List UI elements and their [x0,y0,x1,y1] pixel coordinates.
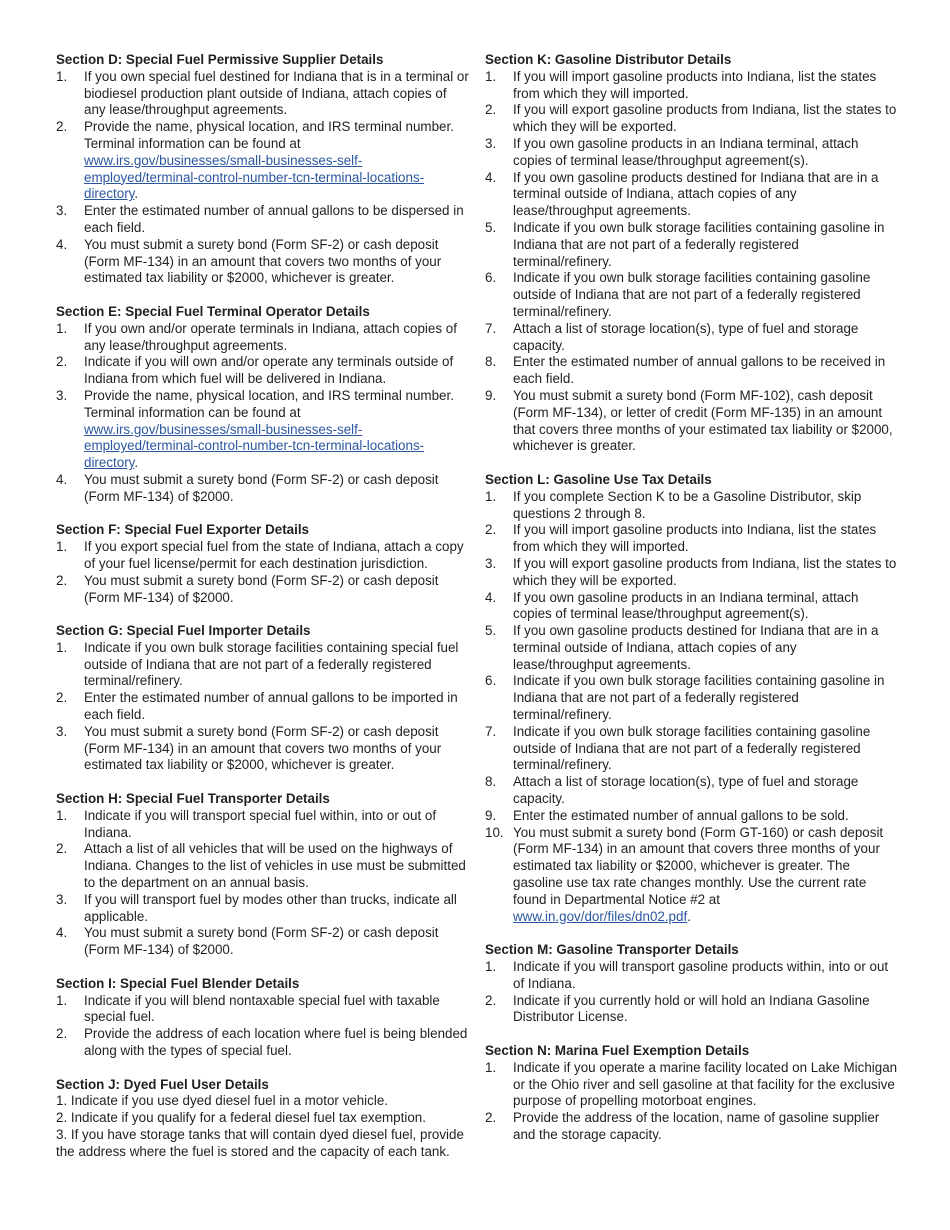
item-text: Indicate if you own bulk storage facilities containing special fuel outside of Indiana that are not part of a federally registered terminal/refinery. [84,639,459,689]
item-number: 1. [485,959,497,975]
list-item [485,388,899,455]
item-text: You must submit a surety bond (Form SF-2) or cash deposit (Form MF-134) of $2000. [84,572,439,605]
item-text: If you complete Section K to be a Gasoline Distributor, skip questions 2 through 8. [513,488,862,521]
item-text: . [687,908,691,924]
section-heading: Section J: Dyed Fuel User Details [56,1076,269,1092]
section-d [56,52,470,287]
list-item [485,808,899,825]
left-column [56,52,470,1177]
item-text: Enter the estimated number of annual gallons to be dispersed in each field. [84,203,464,235]
section-heading: Section F: Special Fuel Exporter Details [56,522,310,538]
list-item [485,354,899,388]
item-text: If you own gasoline products in an Indiana terminal, attach copies of terminal lease/throughput agreement(s). [513,135,859,168]
numbered-list [485,959,899,1026]
item-text: If you own and/or operate terminals in Indiana, attach copies of any lease/throughput agreements. [84,320,457,353]
item-text: If you own gasoline products destined for Indiana that are in a terminal outside of Indiana, attach copies of any lease/throughput agreements. [513,169,879,219]
list-item [485,1110,899,1144]
list-item [56,690,470,724]
numbered-list [485,1060,899,1144]
item-number: 7. [485,320,497,336]
section-g [56,623,470,774]
item-text: Attach a list of all vehicles that will be used on the highways of Indiana. Changes to the list of vehicles in use must be submitted to the department on an annual basis. [84,841,466,891]
plain-list-item: 1. Indicate if you use dyed diesel fuel in a motor vehicle. [56,1093,388,1109]
list-item [56,1026,470,1060]
item-text: . [134,455,139,471]
list-item [485,69,899,103]
right-column [485,52,899,1161]
list-item [56,808,470,842]
item-number: 1. [485,1059,497,1075]
item-number: 3. [56,203,68,219]
section-k [485,52,899,455]
numbered-list [485,69,899,455]
item-number: 2. [56,841,68,857]
plain-list [56,1093,470,1160]
item-text: Indicate if you will transport special fuel within, into or out of Indiana. [84,807,437,840]
item-number: 1. [56,68,68,84]
item-number: 2. [485,102,497,118]
item-number: 1. [56,807,68,823]
list-item [56,993,470,1027]
list-item [56,237,470,287]
item-text: Indicate if you own bulk storage facilities containing gasoline outside of Indiana that are not part of a federally registered terminal/refinery. [513,270,871,319]
list-item [56,321,470,355]
item-text: Indicate if you own bulk storage facilities containing gasoline in Indiana that are not part of a federally registered terminal/refinery. [513,673,885,723]
list-item [56,69,470,119]
item-text: Enter the estimated number of annual gallons to be imported in each field. [84,690,458,723]
item-text: Indicate if you will blend nontaxable special fuel with taxable special fuel. [84,992,440,1025]
item-text: Indicate if you operate a marine facility located on Lake Michigan or the Ohio river and sell gasoline at that facility for the exclusive purpose of propelling motorboat engines. [513,1059,898,1109]
url-link[interactable]: www.irs.gov/businesses/small-businesses-self-employed/terminal-control-number-tcn-terminal-locations-directory [84,152,425,202]
list-item [56,841,470,891]
item-text: Indicate if you currently hold or will hold an Indiana Gasoline Distributor License. [513,992,870,1025]
section-heading: Section L: Gasoline Use Tax Details [485,471,712,487]
list-item [485,673,899,723]
item-number: 1. [56,639,68,655]
list-item [56,354,470,388]
list-item [485,522,899,556]
list-item [56,892,470,926]
list-item [56,925,470,959]
list-item [485,993,899,1027]
section-heading: Section G: Special Fuel Importer Details [56,623,311,639]
plain-list-item: 2. Indicate if you qualify for a federal diesel fuel tax exemption. [56,1110,426,1126]
section-heading: Section D: Special Fuel Permissive Supplier Details [56,52,384,67]
section-l [485,472,899,926]
url-link[interactable]: www.irs.gov/businesses/small-businesses-self-employed/terminal-control-number-tcn-terminal-locations-directory [84,421,425,471]
item-number: 2. [56,690,68,706]
numbered-list [485,489,899,926]
item-number: 4. [56,236,68,252]
item-text: If you own gasoline products destined for Indiana that are in a terminal outside of Indiana, attach copies of any lease/throughput agreements. [513,623,879,672]
item-number: 2. [485,1110,497,1126]
section-h [56,791,470,959]
list-item [485,321,899,355]
numbered-list [56,640,470,774]
numbered-list [56,321,470,506]
list-item [485,270,899,320]
item-text: If you own gasoline products in an Indiana terminal, attach copies of terminal lease/throughput agreement(s). [513,589,859,622]
item-text: Indicate if you will transport gasoline products within, into or out of Indiana. [513,959,889,991]
item-number: 1. [56,992,68,1008]
item-number: 7. [485,723,497,739]
item-number: 3. [56,891,68,907]
section-heading: Section K: Gasoline Distributor Details [485,52,732,67]
list-item [485,489,899,523]
list-item [485,959,899,993]
item-number: 8. [485,354,497,370]
list-item [485,102,899,136]
item-number: 6. [485,270,497,286]
item-text: You must submit a surety bond (Form GT-160) or cash deposit (Form MF-134) in an amount that covers three months of your estimated tax liability or $2000, whichever is greater. The gasoline use tax rate changes monthly. Use the current rate found in Departmental Notice #2 at [513,824,884,907]
item-text: Provide the address of each location where fuel is being blended along with the types of special fuel. [84,1026,468,1059]
item-text: You must submit a surety bond (Form SF-2) or cash deposit (Form MF-134) of $2000. [84,471,439,504]
item-number: 1. [485,68,497,84]
section-i [56,976,470,1060]
item-number: 2. [485,992,497,1008]
list-item [485,556,899,590]
list-item [56,724,470,774]
item-text: You must submit a surety bond (Form SF-2) or cash deposit (Form MF-134) of $2000. [84,925,439,958]
item-text: If you will import gasoline products into Indiana, list the states from which they will imported. [513,68,877,101]
list-item [485,825,899,926]
item-number: 3. [56,723,68,739]
numbered-list [56,69,470,287]
item-number: 9. [485,387,497,403]
item-text: Enter the estimated number of annual gallons to be received in each field. [513,354,886,387]
item-text: If you will import gasoline products into Indiana, list the states from which they will imported. [513,522,877,555]
item-text: Attach a list of storage location(s), type of fuel and storage capacity. [513,320,859,353]
section-heading: Section M: Gasoline Transporter Details [485,942,739,958]
list-item [56,539,470,573]
item-text: You must submit a surety bond (Form SF-2) or cash deposit (Form MF-134) in an amount that covers two months of your estimated tax liability or $2000, whichever is greater. [84,236,442,286]
item-text: Indicate if you own bulk storage facilities containing gasoline in Indiana that are not part of a federally registered terminal/refinery. [513,219,885,269]
list-item [485,1060,899,1110]
item-number: 2. [56,1026,68,1042]
numbered-list [56,993,470,1060]
list-item [485,170,899,220]
item-number: 2. [56,119,68,135]
item-text: If you own special fuel destined for Indiana that is in a terminal or biodiesel production plant outside of Indiana, attach copies of any lease/throughput agreements. [84,68,469,118]
list-item [56,640,470,690]
item-text: If you export special fuel from the state of Indiana, attach a copy of your fuel license/permit for each destination jurisdiction. [84,539,464,571]
item-number: 4. [56,471,68,487]
numbered-list [56,539,470,606]
item-number: 1. [485,488,497,504]
item-number: 9. [485,807,497,823]
item-text: If you will export gasoline products from Indiana, list the states to which they will be exported. [513,102,897,135]
list-item [485,590,899,624]
list-item [56,573,470,607]
list-item [485,220,899,270]
item-number: 4. [485,169,497,185]
item-text: Indicate if you will own and/or operate any terminals outside of Indiana from which fuel will be delivered in Indiana. [84,354,454,387]
item-number: 5. [485,219,497,235]
item-text: Attach a list of storage location(s), type of fuel and storage capacity. [513,774,859,807]
list-item [485,774,899,808]
item-text: Provide the name, physical location, and IRS terminal number. Terminal information can be found at [84,119,454,151]
item-text: If you will transport fuel by modes other than trucks, indicate all applicable. [84,891,457,924]
url-link[interactable]: www.in.gov/dor/files/dn02.pdf [513,908,688,924]
item-text: You must submit a surety bond (Form MF-102), cash deposit (Form MF-134), or letter of credit (Form MF-135) in an amount that covers three months of your estimated tax liability or $2000, whichever is greater. [513,387,893,454]
item-number: 4. [56,925,68,941]
section-heading: Section H: Special Fuel Transporter Details [56,791,330,807]
section-j [56,1077,470,1161]
list-item [56,472,470,506]
section-heading: Section E: Special Fuel Terminal Operator Details [56,303,370,319]
section-heading: Section N: Marina Fuel Exemption Details [485,1043,750,1059]
list-item [56,119,470,203]
list-item [485,623,899,673]
section-heading: Section I: Special Fuel Blender Details [56,975,300,991]
item-text: . [134,186,139,202]
item-text: Enter the estimated number of annual gallons to be sold. [513,807,849,823]
item-number: 1. [56,320,68,336]
item-text: Provide the name, physical location, and IRS terminal number. Terminal information can be found at [84,387,454,420]
item-number: 10. [485,824,504,840]
item-number: 8. [485,774,497,790]
item-number: 3. [56,387,68,403]
item-text: You must submit a surety bond (Form SF-2) or cash deposit (Form MF-134) in an amount that covers two months of your estimated tax liability or $2000, whichever is greater. [84,723,442,773]
section-e [56,304,470,506]
item-number: 4. [485,589,497,605]
item-text: Provide the address of the location, name of gasoline supplier and the storage capacity. [513,1110,880,1142]
item-number: 5. [485,623,497,639]
item-text: Indicate if you own bulk storage facilities containing gasoline outside of Indiana that are not part of a federally registered terminal/refinery. [513,723,871,773]
plain-list-item: 3. If you have storage tanks that will contain dyed diesel fuel, provide the address where the fuel is stored and the capacity of each tank. [56,1127,464,1159]
list-item [56,388,470,472]
section-f [56,522,470,606]
item-number: 2. [56,572,68,588]
section-m [485,942,899,1026]
list-item [485,724,899,774]
item-number: 3. [485,135,497,151]
item-number: 3. [485,555,497,571]
numbered-list [56,808,470,959]
item-number: 2. [485,522,497,538]
list-item [485,136,899,170]
section-n [485,1043,899,1144]
item-number: 2. [56,354,68,370]
item-number: 6. [485,673,497,689]
item-number: 1. [56,539,68,555]
item-text: If you will export gasoline products from Indiana, list the states to which they will be exported. [513,555,897,588]
list-item [56,203,470,237]
